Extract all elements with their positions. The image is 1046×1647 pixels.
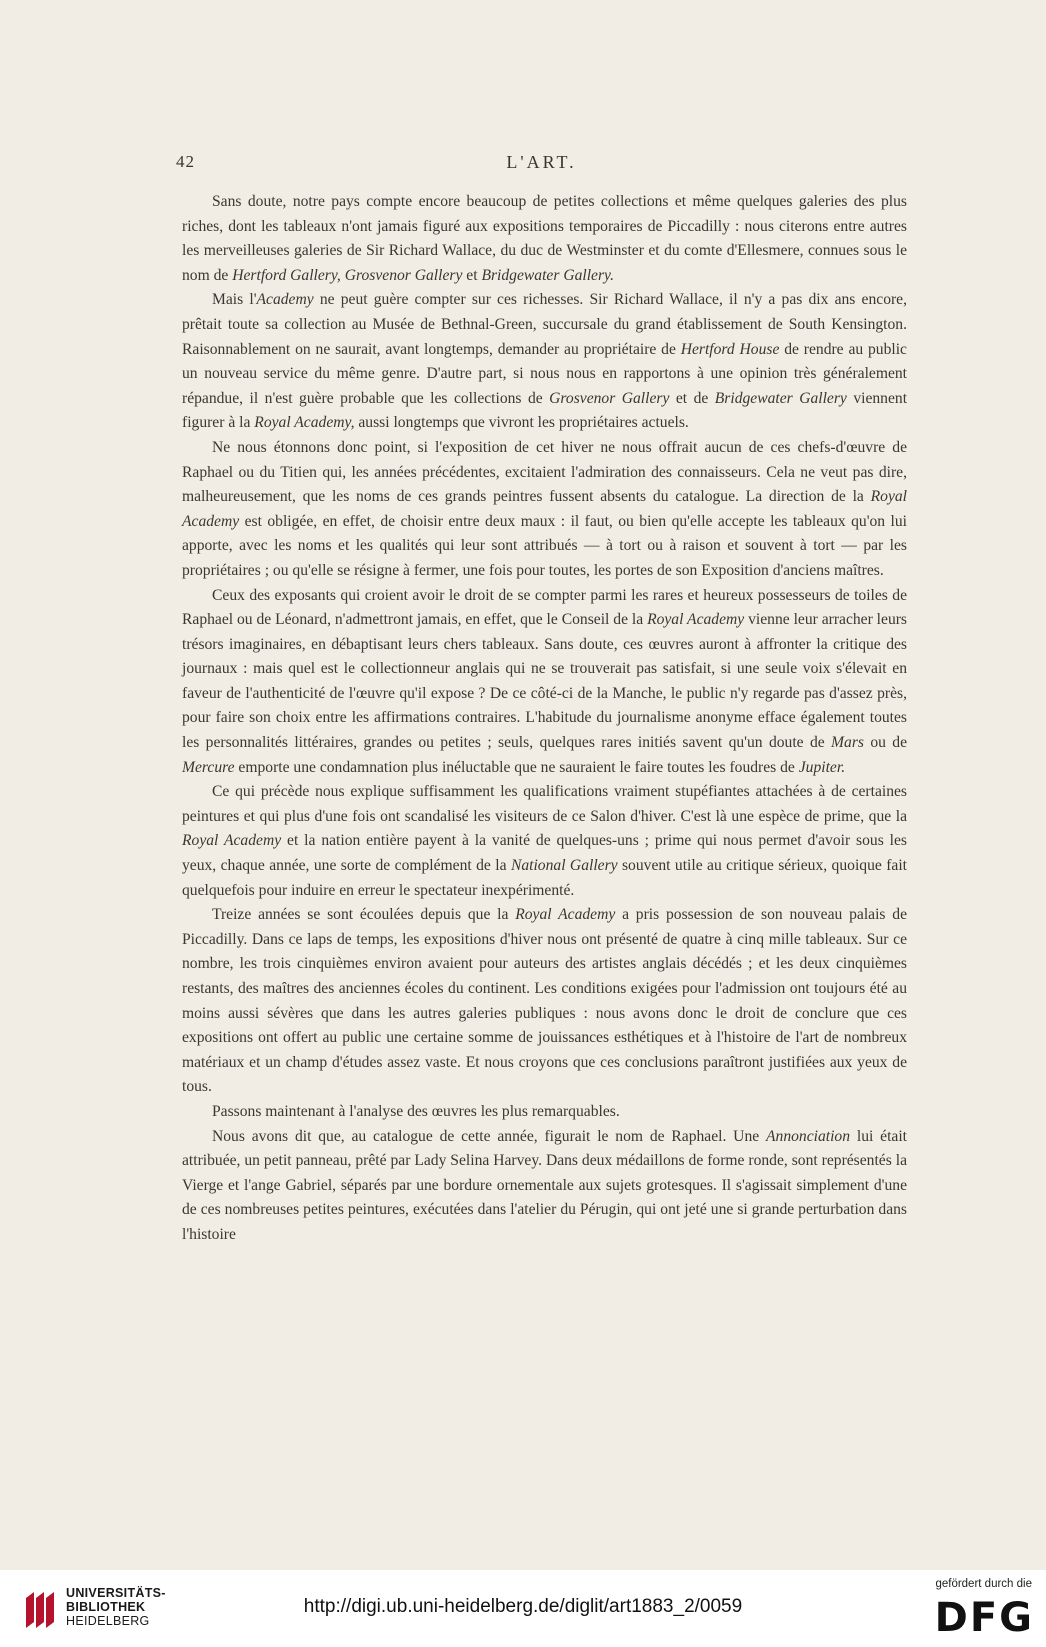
text-run: lui était attribuée, un petit panneau, prêté par Lady Selina Harvey. Dans deux médaillons de forme ronde, sont représentés la Vierge et l'ange Gabriel, séparés par une bordure ornementale aux sujets grotesques. Il s'agissait simplement d'une de ces nombreuses petites peintures, exécutées dans l'atelier du Pérugin, qui ont jeté une si grande perturbation dans l'histoire <box>182 1127 907 1243</box>
paragraph <box>182 780 907 903</box>
text-run: Ne nous étonnons donc point, si l'exposition de cet hiver ne nous offrait aucun de ces chefs-d'œuvre de Raphael ou du Titien qui, les années précédentes, excitaient l'admiration des connaisseurs. Cela ne veut pas dire, malheureusement, que les noms de ces grands peintres fussent absents du catalogue. La direction de la <box>182 438 907 506</box>
text-run: viennent figurer à la <box>182 389 908 432</box>
page-number: 42 <box>176 152 195 171</box>
text-run: souvent utile au critique sérieux, quoique fait quelquefois pour induire en erreur le spectateur inexpérimenté. <box>182 857 907 899</box>
text-run: a pris possession de son nouveau palais de Piccadilly. Dans ce laps de temps, les expositions d'hiver nous ont présenté de quatre à cinq mille tableaux. Sur ce nombre, les trois cinquièmes environ avaient pour auteurs des artistes anglais décédés ; et les deux cinquièmes restants, des maîtres des anciennes écoles du continent. Les conditions exigées pour l'admission ont toujours été au moins aussi sévères que dans les autres galeries publiques : nous avons donc le droit de conclure que ces expositions ont offert au public une certaine somme de jouissances esthétiques et à l'histoire de l'art de nombreux matériaux et un champ d'études assez vaste. Et nous croyons que ces conclusions paraîtront justifiées aux yeux de tous. <box>182 906 907 1096</box>
text-run: emporte une condamnation plus inéluctable que ne sauraient le faire toutes les foudres de <box>234 758 799 776</box>
text-run: vienne leur arracher leurs trésors imaginaires, en débaptisant leurs chers tableaux. Sans doute, ces œuvres auront à affronter la critique des journaux : mais quel est le collectionneur anglais qui ne se trouverait pas satisfait, si une seule voix s'élevait en faveur de l'authenticité de l'œuvre qu'il expose ? De ce côté-ci de la Manche, le public n'y regarde pas d'assez près, pour faire son choix entre les affirmations contraires. L'habitude du journalisme anonyme efface également toutes les personnalités littéraires, grandes ou petites ; seuls, quelques rares initiés savent qu'un doute de <box>182 611 907 752</box>
paragraph <box>182 190 907 288</box>
paragraph <box>182 1125 907 1248</box>
italic-title: Royal Academy, <box>254 414 355 432</box>
library-name-line: HEIDELBERG <box>66 1614 150 1628</box>
text-run: aussi longtemps que vivront les propriétaires actuels. <box>354 414 689 432</box>
text-run: Nous avons dit que, au catalogue de cette année, figurait le nom de Raphael. Une <box>212 1127 766 1145</box>
text-run: Ce qui précède nous explique suffisamment les qualifications vraiment stupéfiantes attachées à de certaines peintures et qui plus d'une fois ont scandalisé les visiteurs de ce Salon d'hiver. C'est là une espèce de prime, que la <box>182 783 907 825</box>
text-run: ne peut guère compter sur ces richesses. Sir Richard Wallace, il n'y a pas dix ans encore, prêtait toute sa collection au Musée de Bethnal-Green, succursale du grand établissement de South Kensington. Raisonnablement on ne saurait, avant longtemps, demander au propriétaire de <box>182 291 908 358</box>
italic-title: Bridgewater Gallery <box>714 389 847 407</box>
text-run: et la nation entière payent à la vanité de quelques-uns ; prime qui nous permet d'avoir sous les yeux, chaque année, une sorte de complément de la <box>182 832 907 875</box>
funded-by-label: gefördert durch die <box>935 1578 1032 1590</box>
paragraph <box>182 1100 907 1125</box>
library-name-line: UNIVERSITÄTS- <box>66 1586 166 1600</box>
paragraph <box>182 903 907 1100</box>
italic-title: Royal Academy <box>182 488 907 530</box>
italic-title: Hertford Gallery, <box>232 266 341 284</box>
footer-bar <box>0 1570 1046 1647</box>
text-run: et <box>462 266 482 284</box>
paragraph <box>182 436 907 584</box>
italic-title: Annonciation <box>766 1127 851 1145</box>
article-body <box>182 190 907 1248</box>
paragraph <box>182 584 907 781</box>
italic-title: Grosvenor Gallery <box>549 389 670 407</box>
library-name-line: BIBLIOTHEK <box>66 1600 146 1614</box>
text-run: Treize années se sont écoulées depuis que la <box>212 906 516 924</box>
text-run: de rendre au public un nouveau service du même genre. D'autre part, si nous nous en rapportons à une opinion très généralement répandue, il n'est guère probable que les collections de <box>182 340 907 407</box>
italic-title: Mars <box>831 734 864 752</box>
italic-title: Jupiter. <box>798 758 846 776</box>
text-run: et de <box>669 389 715 407</box>
text-run: Sans doute, notre pays compte encore beaucoup de petites collections et même quelques galeries des plus riches, dont les tableaux n'ont jamais figuré aux expositions temporaires de Piccadilly : nous citerons entre autres les merveilleuses galeries de Sir Richard Wallace, du duc de Westminster et du comte d'Ellesmere, connues sous le nom de <box>182 193 907 284</box>
italic-title: National Gallery <box>510 857 618 875</box>
page-header <box>176 152 907 176</box>
text-run: Mais l' <box>212 291 257 309</box>
text-run: ou de <box>863 734 908 752</box>
paragraph <box>182 288 907 436</box>
permalink-url[interactable]: http://digi.ub.uni-heidelberg.de/diglit/art1883_2/0059 <box>303 1596 743 1617</box>
italic-title: Academy <box>256 291 314 309</box>
text-run: Ceux des exposants qui croient avoir le droit de se compter parmi les rares et heureux possesseurs de toiles de Raphael ou de Léonard, n'admettront jamais, en effet, que le Conseil de la <box>182 586 907 629</box>
italic-title: Mercure <box>182 758 235 776</box>
dfg-logo: DFG <box>934 1595 1034 1641</box>
italic-title: Bridgewater Gallery. <box>481 266 614 284</box>
italic-title: Royal Academy <box>647 611 745 629</box>
italic-title: Royal Academy <box>515 906 616 924</box>
italic-title: Hertford House <box>680 340 780 358</box>
text-run: est obligée, en effet, de choisir entre deux maux : il faut, ou bien qu'elle accepte les tableaux qu'on lui apporte, avec les noms et les qualités qui leur sont attribués — à tort ou à raison et souvent à tort — par les propriétaires ; ou qu'elle se résigne à fermer, une fois pour toutes, les portes de son Exposition d'anciens maîtres. <box>182 512 907 579</box>
running-title: L'ART. <box>506 152 577 172</box>
italic-title: Grosvenor Gallery <box>344 266 463 284</box>
text-run: Passons maintenant à l'analyse des œuvres les plus remarquables. <box>212 1102 620 1120</box>
italic-title: Royal Academy <box>182 832 282 850</box>
